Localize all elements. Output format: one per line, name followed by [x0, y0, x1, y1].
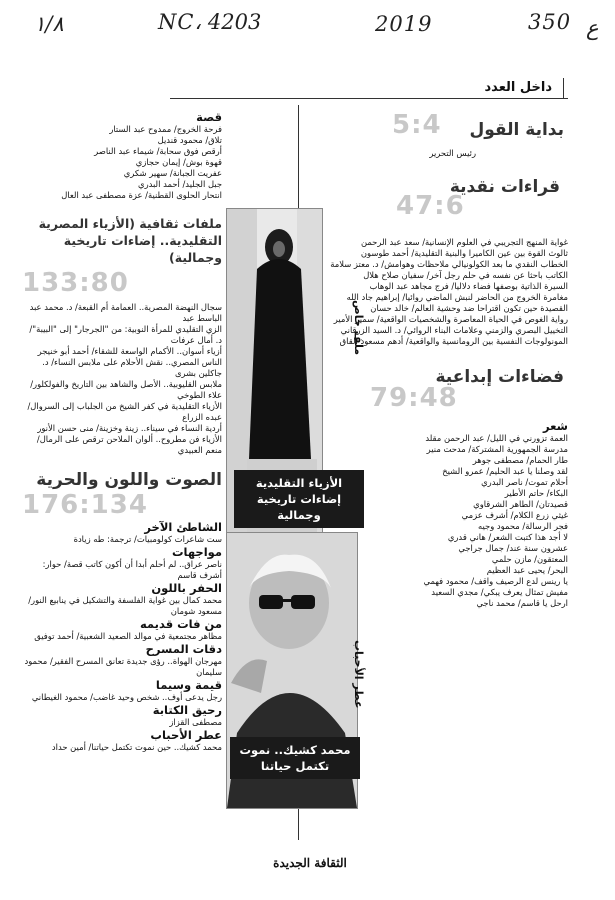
- section-title: بداية القول: [469, 120, 564, 140]
- list-item: مهرجان الهواة.. رؤى جديدة تعانق المسرح الفقير/ محمود سليمان: [24, 656, 222, 677]
- list-item: ناصر عراق.. لم أحلم أبدا أن أكون كاتب قصة/ حوار: أشرف قاسم: [42, 559, 222, 580]
- list-item: محمد كمال بين غواية الفلسفة والتشكيل في ينابيع النور/ مسعود شومان: [28, 595, 222, 616]
- section-opening: [300, 108, 568, 148]
- list-item: رواية الغوص في الحياة المعاصرة والشخصيات الواقعية/ سمير الأمير: [333, 314, 568, 324]
- section-page-range: 79:48: [370, 383, 458, 413]
- list-item: أزياء أسوان.. الأكمام الواسعة للشقاء/ أحمد أبو خنيجر: [37, 346, 222, 356]
- section-title: الصوت واللون والحرية: [36, 470, 222, 490]
- list-item: الأزياء التقليدية في كفر الشيخ من الجلباب إلى السروال/ عبده الزراع: [27, 401, 222, 422]
- list-item: مفيش تمثال يعرف يبكي/ مجدي السعيد: [431, 587, 568, 597]
- handwritten-code: NC، 4203: [158, 10, 262, 34]
- photo-caption: الأزياء التقليدية إضاءات تاريخية وجمالية: [234, 470, 364, 528]
- section-title: قراءات نقدية: [449, 177, 560, 197]
- header-rule: [170, 98, 568, 99]
- list-item: محمد كشيك.. حين نموت تكتمل حياتنا/ أمين حداد: [51, 742, 222, 752]
- section-page-range: 5:4: [392, 110, 442, 140]
- magazine-logo: الثقافة الجديدة: [273, 856, 347, 870]
- list-item: ثالوث القوة بين عين الكاميرا والبنية التقليدية/ أحمد طوسون: [360, 248, 568, 258]
- list-item: قهوة بوش/ إيمان حجازي: [135, 157, 222, 167]
- list-item: أحلام تموت/ ناصر البدري: [481, 477, 568, 487]
- list-item: التخييل البصري والزمني وعلامات البناء الروائي/ د. السيد الزرقاني: [340, 325, 568, 335]
- list-item: الخطاب النقدي ما بعد الكولونيالي ملاحظات وهوامش/ د. معتز سلامة: [330, 259, 568, 269]
- list-item: المعتقون/ مازن حلمي: [491, 554, 568, 564]
- block-heading: من فات قديمه: [139, 617, 222, 631]
- list-item: رجل يدعى أوف.. شخص وحيد غاضب/ محمود الغيطاني: [31, 692, 222, 702]
- section-creative-spaces: [300, 367, 568, 413]
- handwritten-fraction: ١/٨: [34, 12, 64, 36]
- list-item: يا رينس لدع الرصيف واقف/ محمود فهمي: [423, 576, 568, 586]
- list-item: غواية المنهج التجريبي في العلوم الإنسانية/ سعد عبد الرحمن: [360, 237, 568, 247]
- section-page-range: 176:134: [22, 490, 148, 520]
- list-item: ملابس القليوبية.. الأصل والشاهد بين التاريخ والفولكلور/ علاء الطوخي: [30, 379, 222, 400]
- handwritten-page: 350: [528, 10, 572, 34]
- list-item: سجال النهضة المصرية.. العمامة أم القبعة/ د. محمد عبد الباسط عبد: [29, 302, 222, 323]
- block-heading: عطر الأحباب: [150, 728, 222, 742]
- block-heading: قيمة وسيما: [155, 678, 222, 692]
- list-item: قصيدتان/ الطاهر الشرقاوي: [473, 499, 568, 509]
- photo-caption: محمد كشيك.. نموت تكتمل حياتنا: [230, 737, 360, 779]
- list-item: تلاق/ محمود قنديل: [157, 135, 222, 145]
- block-heading: رحيق الكتابة: [152, 703, 222, 717]
- handwritten-corner-mark: ع: [586, 16, 599, 40]
- list-item: الناس المصري.. نقش الأحلام على ملابس النساء/ د. جاكلين بشرى: [42, 357, 222, 378]
- list-item: عشرون سنة عند/ جمال جراجي: [458, 543, 568, 553]
- list-item: أرقص فوق سحابة/ شيماء عبد الناصر: [94, 146, 222, 156]
- list-item: ست شاعرات كولومبيات/ ترجمة: طه زيادة: [73, 534, 222, 544]
- list-item: السيرة الذاتية بوصفها فضاء دلاليا/ فرج مجاهد عبد الوهاب: [369, 281, 568, 291]
- section-page-range: 47:6: [396, 191, 465, 221]
- voice-blocks: [22, 520, 222, 753]
- list-item: البكاء/ حاتم الأطير: [504, 488, 568, 498]
- list-item: طار الحمام/ مصطفى جوهر: [472, 455, 568, 465]
- list-item: لا أجد هذا كتبت الشعر/ هاني قدري: [447, 532, 568, 542]
- genre-heading: شعر: [543, 419, 568, 433]
- list-item: الأزياء فن مطروح.. ألوان الملاحن ترقص على الرمال/ منعم العبيدي: [36, 434, 222, 455]
- list-item: فجر الرسالة/ محمود وجيه: [478, 521, 568, 531]
- block-heading: الحفر باللون: [151, 581, 222, 595]
- section-title: ملفات ثقافية (الأزياء المصرية التقليدية.. إضاءات تاريخية وجمالية): [38, 216, 222, 265]
- list-item: القصيدة حين تكون اقتراحا ضد وحشية العالم/ خالد حسان: [370, 303, 568, 313]
- left-column: [22, 110, 222, 753]
- list-item: عفريت الجبانة/ سهير شكري: [123, 168, 222, 178]
- section-critical-readings: [300, 173, 568, 221]
- list-item: رئيس التحرير: [429, 148, 476, 158]
- list-item: الكاتب باحثا عن نفسه في حلم رجل آخر/ سفيان صلاح هلال: [363, 270, 568, 280]
- list-item: مدرسة الجمهورية المشتركة/ مدحت منير: [426, 444, 568, 454]
- list-item: انتحار الحلوى القطنية/ عزة مصطفى عبد العال: [61, 190, 222, 200]
- list-item: الزي التقليدي للمرأة النوبية: من "الجرجار" إلى "البيبة"/ د. أمال عرفات: [29, 324, 222, 345]
- list-item: جبل الجليد/ أحمد البدري: [138, 179, 222, 189]
- header-marker: [563, 78, 564, 98]
- list-item: أردية النساء في سيناء.. زينة وخزينة/ منى حسن الأنور: [37, 423, 222, 433]
- critical-readings-list: [300, 237, 568, 347]
- dossier-list: [22, 302, 222, 456]
- block-heading: دقات المسرح: [145, 642, 222, 656]
- page-header-title: داخل العدد: [484, 80, 552, 95]
- section-title: قصة: [196, 110, 222, 124]
- list-item: مغامرة الخروج من الحاضر لنبش الماضي روائيا/ إبراهيم جاد الله: [346, 292, 568, 302]
- photo-side-label: ملف خاص: [352, 300, 365, 356]
- block-heading: مواجهات: [171, 545, 222, 559]
- list-item: مظاهر مجتمعية في موالد الصعيد الشعبية/ أحمد توفيق: [34, 631, 222, 641]
- list-item: غيثي زرع الكلام/ أشرف عزمي: [461, 510, 568, 520]
- list-item: العمة تزورني في الليل/ عبد الرحمن مقلد: [425, 433, 568, 443]
- list-item: مصطفى القزاز: [169, 717, 222, 727]
- list-item: المونولوجات النفسية بين الرومانسية والواقعية/ أدهم مسعود القاق: [339, 336, 568, 346]
- list-item: فرحة الخروج/ ممدوح عبد الستار: [109, 124, 222, 134]
- list-item: لقد وصلنا يا عبد الحليم/ عمرو الشيخ: [442, 466, 568, 476]
- block-heading: الشاطئ الآخر: [144, 520, 222, 534]
- section-title: فضاءات إبداعية: [435, 367, 564, 387]
- list-item: ارحل يا قاسم/ محمد ناجي: [476, 598, 568, 608]
- list-item: البحر/ يحيى عبد العظيم: [486, 565, 568, 575]
- section-page-range: 133:80: [22, 268, 129, 298]
- story-list: [22, 124, 222, 201]
- photo-side-label: عطر الأحباب: [352, 640, 365, 709]
- handwritten-year: 2019: [375, 12, 433, 36]
